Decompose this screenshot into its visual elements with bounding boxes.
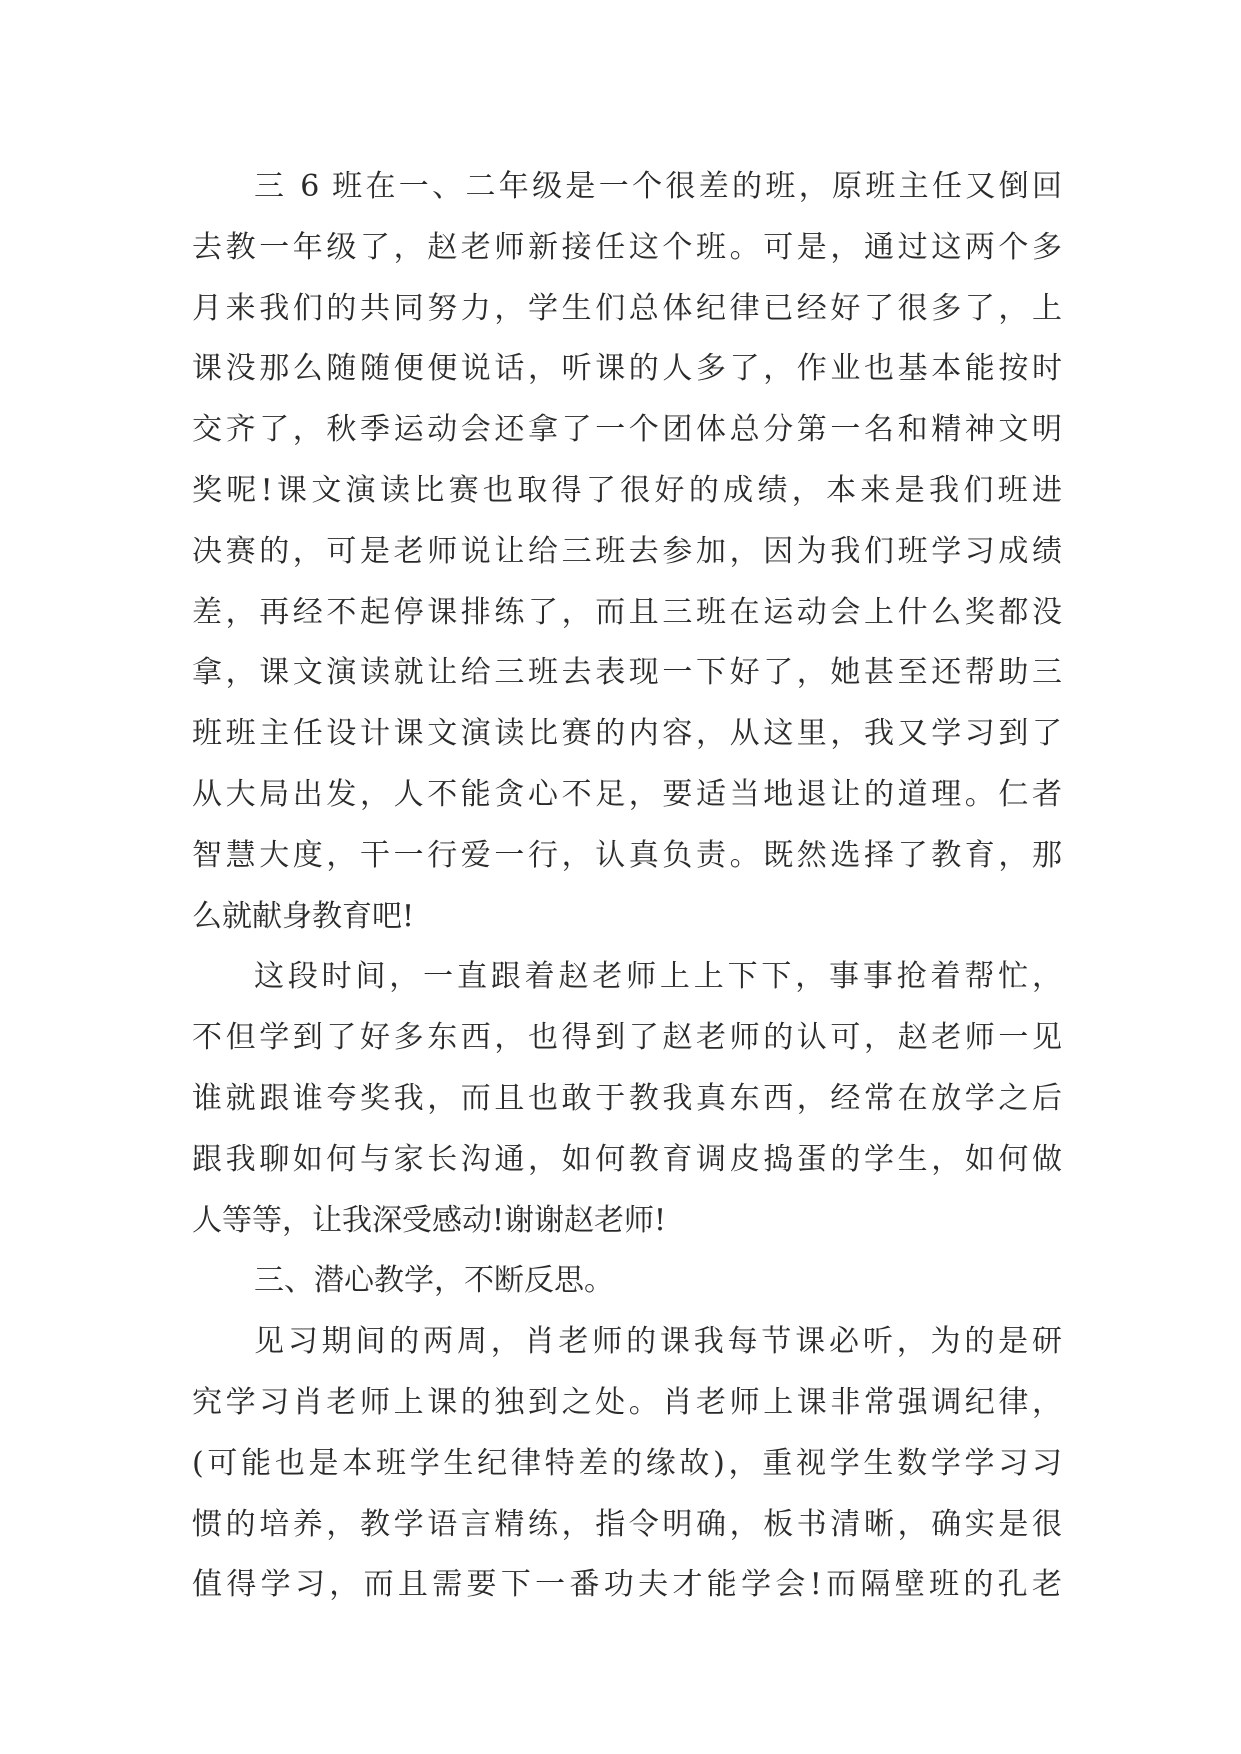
text-line: 么就献身教育吧! bbox=[192, 898, 415, 934]
text-line: 智慧大度，干一行爱一行，认真负责。既然选择了教育，那 bbox=[192, 837, 1062, 873]
text-line: 班班主任设计课文演读比赛的内容，从这里，我又学习到了 bbox=[192, 716, 1062, 752]
text-line: 差，再经不起停课排练了，而且三班在运动会上什么奖都没 bbox=[192, 594, 1062, 630]
text-line: 决赛的，可是老师说让给三班去参加，因为我们班学习成绩 bbox=[192, 533, 1062, 569]
text-line: (可能也是本班学生纪律特差的缘故)，重视学生数学学习习 bbox=[192, 1445, 1062, 1481]
text-line: 见习期间的两周，肖老师的课我每节课必听，为的是研 bbox=[254, 1324, 1062, 1360]
text-line: 究学习肖老师上课的独到之处。肖老师上课非常强调纪律， bbox=[192, 1384, 1062, 1420]
text-line: 谁就跟谁夸奖我，而且也敢于教我真东西，经常在放学之后 bbox=[192, 1080, 1062, 1116]
text-line: 去教一年级了，赵老师新接任这个班。可是，通过这两个多 bbox=[192, 229, 1062, 265]
text-line: 人等等，让我深受感动!谢谢赵老师! bbox=[192, 1202, 667, 1238]
text-line: 这段时间，一直跟着赵老师上上下下，事事抢着帮忙， bbox=[254, 959, 1062, 995]
text-line: 惯的培养，教学语言精练，指令明确，板书清晰，确实是很 bbox=[192, 1506, 1062, 1542]
text-line: 奖呢!课文演读比赛也取得了很好的成绩，本来是我们班进 bbox=[192, 472, 1062, 508]
text-line: 课没那么随随便便说话，听课的人多了，作业也基本能按时 bbox=[192, 351, 1062, 387]
text-line: 拿，课文演读就让给三班去表现一下好了，她甚至还帮助三 bbox=[192, 655, 1062, 691]
text-line: 不但学到了好多东西，也得到了赵老师的认可，赵老师一见 bbox=[192, 1020, 1062, 1056]
text-line: 交齐了，秋季运动会还拿了一个团体总分第一名和精神文明 bbox=[192, 412, 1062, 448]
text-line: 从大局出发，人不能贪心不足，要适当地退让的道理。仁者 bbox=[192, 776, 1062, 812]
section-heading: 三、潜心教学，不断反思。 bbox=[254, 1263, 614, 1299]
text-line: 三 6 班在一、二年级是一个很差的班，原班主任又倒回 bbox=[254, 169, 1062, 204]
text-line: 跟我聊如何与家长沟通，如何教育调皮捣蛋的学生，如何做 bbox=[192, 1141, 1062, 1177]
text-line: 月来我们的共同努力，学生们总体纪律已经好了很多了，上 bbox=[192, 290, 1062, 326]
body-text bbox=[192, 157, 1062, 1616]
text-line: 值得学习，而且需要下一番功夫才能学会!而隔壁班的孔老 bbox=[192, 1567, 1062, 1603]
